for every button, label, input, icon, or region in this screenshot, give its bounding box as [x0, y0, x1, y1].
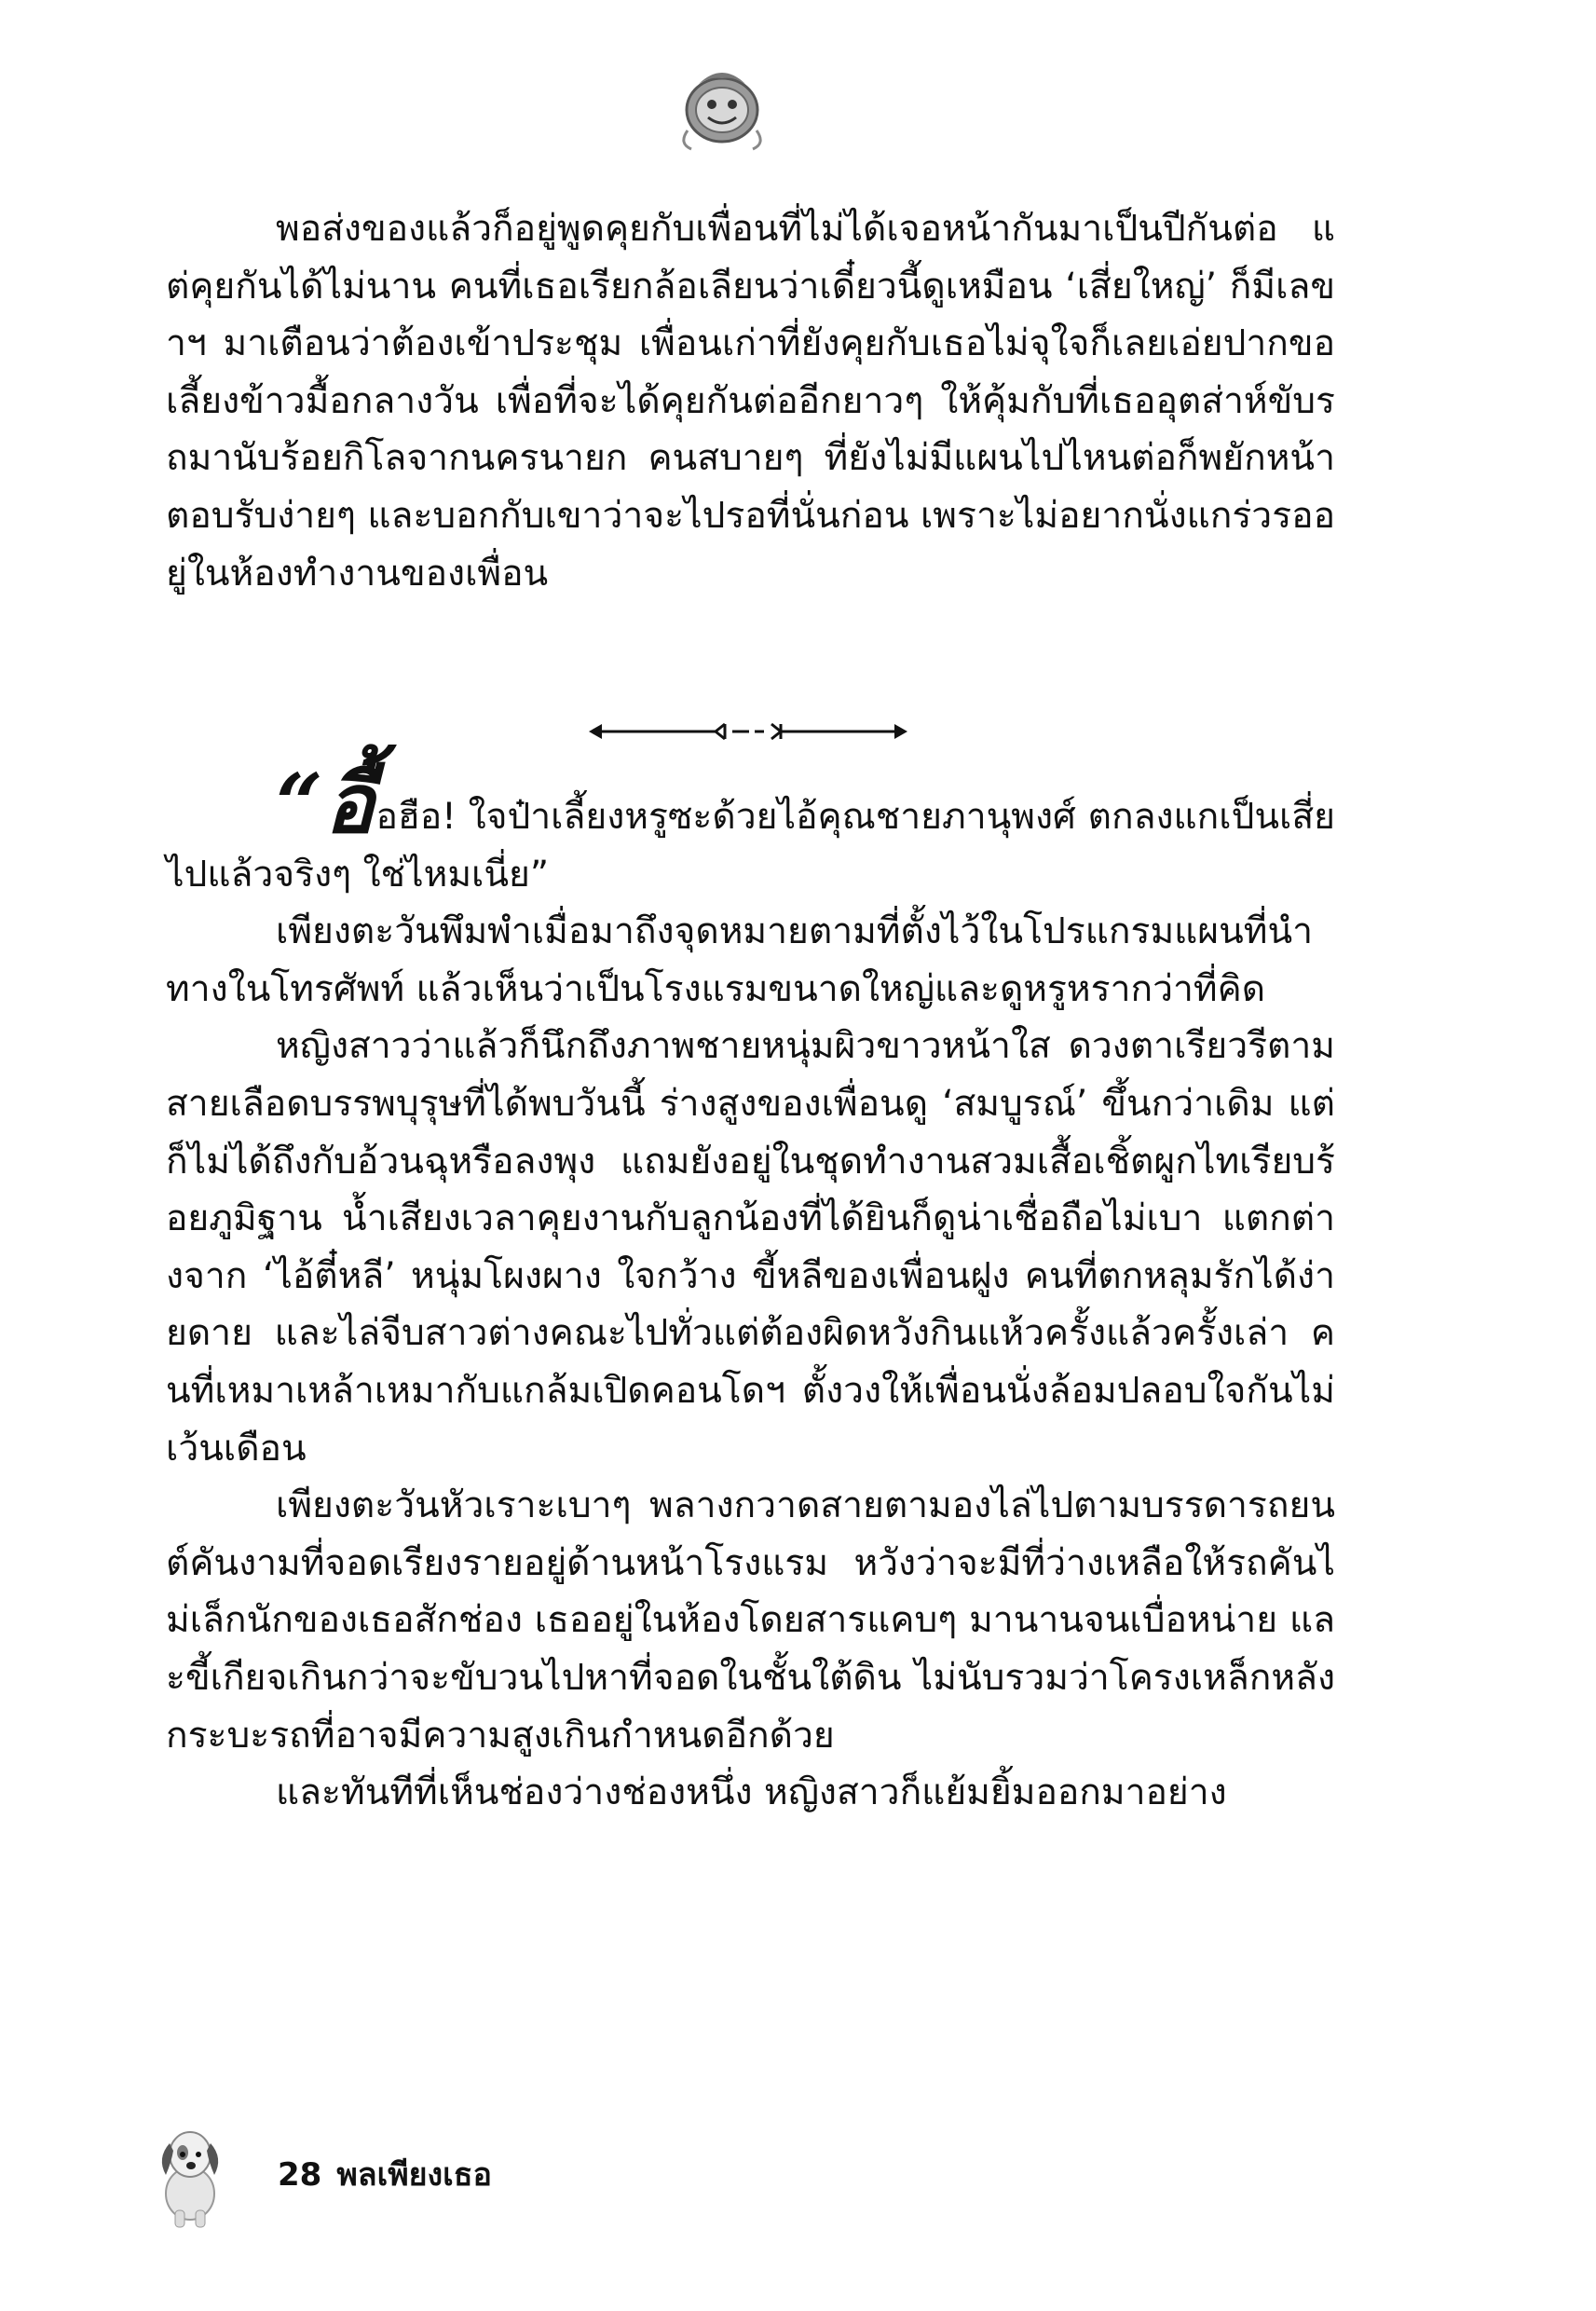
- paragraph: และทันทีที่เห็นช่องว่างช่องหนึ่ง หญิงสาวก็แย้มยิ้มออกมาอย่าง: [276, 1771, 1227, 1814]
- publisher-logo-icon: [671, 56, 773, 158]
- text-block-bottom: [166, 755, 1335, 1822]
- section-divider-icon: [585, 719, 911, 744]
- page-number: 28: [278, 2156, 322, 2194]
- puppy-icon: [147, 2117, 233, 2229]
- paragraph: หญิงสาวว่าแล้วก็นึกถึงภาพชายหนุ่มผิวขาวหน้าใส ดวงตาเรียวรีตามสายเลือดบรรพบุรุษที่ได้พบวันนี้ ร่างสูงของเพื่อนดู ‘สมบูรณ์’ ขึ้นกว่าเดิม แต่ก็ไม่ได้ถึงกับอ้วนฉุหรือลงพุง แถมยังอยู่ในชุดทำงานสวมเสื้อเชิ้ตผูกไทเรียบร้อยภูมิฐาน น้ำเสียงเวลาคุยงานกับลูกน้องที่ได้ยินก็ดูน่าเชื่อถือไม่เบา แตกต่างจาก ‘ไอ้ตี๋หลี’ หนุ่มโผงผาง ใจกว้าง ขี้หลีของเพื่อนฝูง คนที่ตกหลุมรักได้ง่ายดาย และไล่จีบสาวต่างคณะไปทั่วแต่ต้องผิดหวังกินแห้วครั้งแล้วครั้งเล่า คนที่เหมาเหล้าเหมากับแกล้มเปิดคอนโดฯ ตั้งวงให้เพื่อนนั่งล้อมปลอบใจกันไม่เว้นเดือน: [166, 1025, 1335, 1470]
- book-title: พลเพียงเธอ: [336, 2156, 492, 2194]
- paragraph: เพียงตะวันหัวเราะเบาๆ พลางกวาดสายตามองไล่ไปตามบรรดารถยนต์คันงามที่จอดเรียงรายอยู่ด้านหน้าโรงแรม หวังว่าจะมีที่ว่างเหลือให้รถคันไม่เล็กนักของเธอสักช่อง เธออยู่ในห้องโดยสารแคบๆ มานานจนเบื่อหน่าย และขี้เกียจเกินกว่าจะขับวนไปหาที่จอดในชั้นใต้ดิน ไม่นับรวมว่าโครงเหล็กหลังกระบะรถที่อาจมีความสูงเกินกำหนดอีกด้วย: [166, 1484, 1335, 1757]
- dropcap-rest: อฮือ! ใจป๋าเลี้ยงหรูซะด้วยไอ้คุณชายภานุพงศ์ ตกลงแกเป็นเสี่ยไปแล้วจริงๆ ใช่ไหมเนี่ย”: [166, 796, 1335, 896]
- dropcap-paragraph: [166, 755, 1335, 903]
- page-footer: [278, 2156, 507, 2194]
- paragraph: เพียงตะวันพึมพำเมื่อมาถึงจุดหมายตามที่ตั้งไว้ในโปรแกรมแผนที่นำทางในโทรศัพท์ แล้วเห็นว่าเป็นโรงแรมขนาดใหญ่และดูหรูหรากว่าที่คิด: [166, 910, 1314, 1010]
- dropcap-letter: อื้: [324, 755, 375, 852]
- text-block-top: [166, 200, 1335, 602]
- paragraph: พอส่งของแล้วก็อยู่พูดคุยกับเพื่อนที่ไม่ได้เจอหน้ากันมาเป็นปีกันต่อ แต่คุยกันได้ไม่นาน คนที่เธอเรียกล้อเลียนว่าเดี๋ยวนี้ดูเหมือน ‘เสี่ยใหญ่’ ก็มีเลขาฯ มาเตือนว่าต้องเข้าประชุม เพื่อนเก่าที่ยังคุยกับเธอไม่จุใจก็เลยเอ่ยปากขอเลี้ยงข้าวมื้อกลางวัน เพื่อที่จะได้คุยกันต่ออีกยาวๆ ให้คุ้มกับที่เธออุตส่าห์ขับรถมานับร้อยกิโลจากนครนายก คนสบายๆ ที่ยังไม่มีแผนไปไหนต่อก็พยักหน้าตอบรับง่ายๆ และบอกกับเขาว่าจะไปรอที่นั่นก่อน เพราะไม่อยากนั่งแกร่วรออยู่ในห้องทำงานของเพื่อน: [166, 208, 1335, 595]
- dropcap-quote: “: [276, 755, 323, 852]
